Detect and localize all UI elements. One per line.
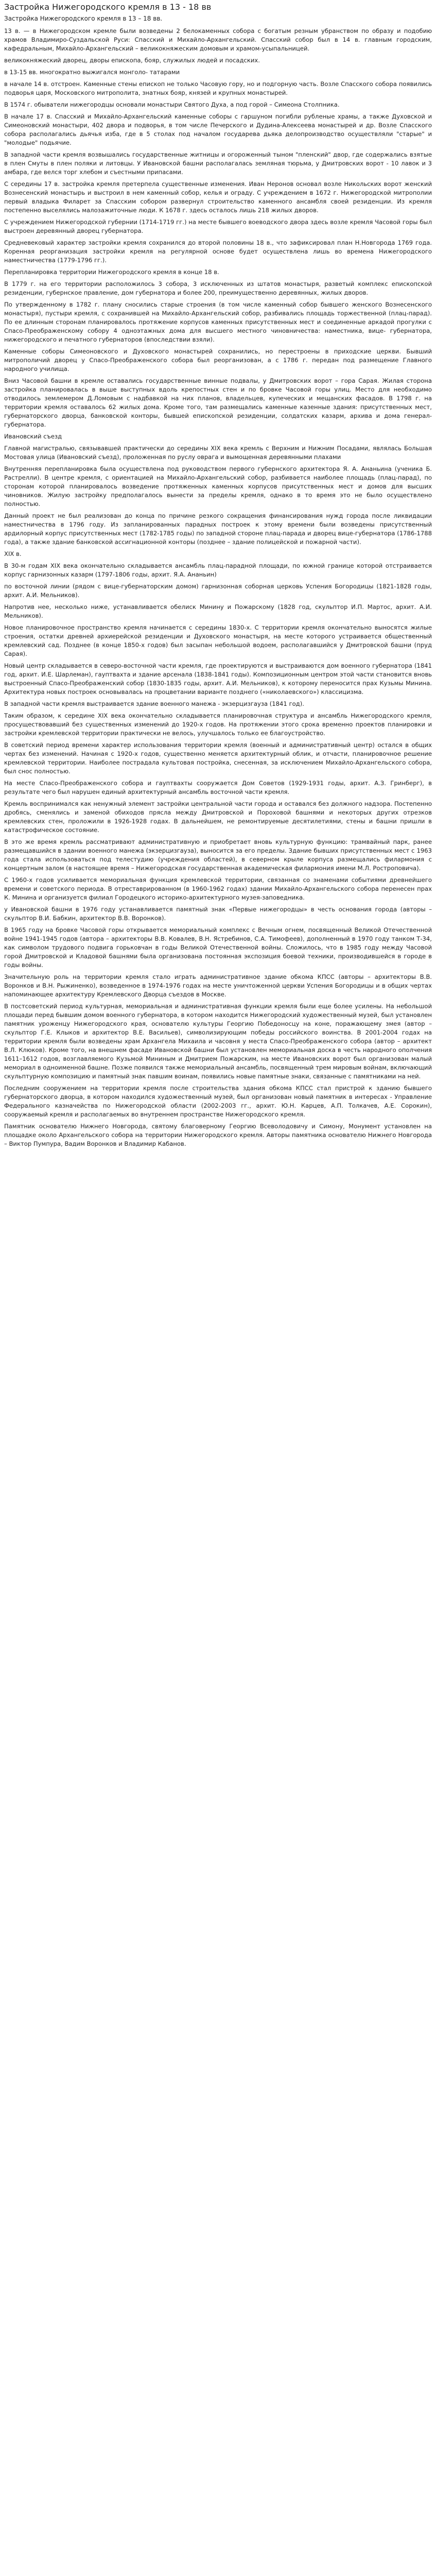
paragraph: Главной магистралью, связывавшей практически до середины XIX века кремль с Верхним и Нижним Посадами, являлась Большая Мостовая улица (Ивановский съезд), проложенная по руслу оврага и вымощенная деревянными плахами <box>4 445 432 461</box>
paragraph: В постсоветский период культурная, мемориальная и административная функции кремля были еще более усилены. На небольшой площади перед бывшим домом военного губернатора, в котором находится Нижегородский художественный музей, был установлен памятник уроженцу Нижегородского края, основателю культуры Георгию Победоносцу на коне, поражающему змея (автор – скульптор Г.Е. Клыков и архитектор В.Е. Васильев), символизирующим победы российского воинства. В 2001-2004 годах на территории кремля были возведены храм Архангела Михаила и часовня у места Спасо-Преображенского собора (автор – архитект В.Л. Клюков). Кроме того, на внешнем фасаде Ивановской башни был установлен мемориальная доска в честь народного ополчения 1611–1612 годов, возглавляемого Кузьмой Мининым и Дмитрием Пожарским, на месте Ивановских ворот был организован малый мемориал в одноименной башне. Позже появился также мемориальный ансамбль, посвященный трем мировым войнам, включающий скульптурную композицию и памятный знак павшим воинам, появились новые памятные знаки, связанные с памятниками на ней. <box>4 1003 432 1080</box>
paragraph: в начале 14 в. отстроен. Каменные стены епископ не только Часовую гору, но и подгорную часть. Возле Спасского собора появились подворья царя, Московского митрополита, знатных бояр, князей и крупных монастырей. <box>4 80 432 96</box>
paragraph: Перепланировка территории Нижегородского кремля в конце 18 в. <box>4 268 219 276</box>
paragraph: в 13-15 вв. многократно выжигался монголо- татарами <box>4 69 180 76</box>
paragraph: Кремль воспринимался как ненужный элемент застройки центральной части города и оставался без должного надзора. Постепенно дробясь, сменялись и заменой обиходов прясла между Дмитровской и Пороховой башнями и некоторых других отрезков кремлевских стен, проложили в 1926-1928 годах. В дальнейшем, не ремонтируемые десятилетиями, стены и башни пришли в катастрофическое состояние. <box>4 800 432 834</box>
article-title: Застройка Нижегородского кремля в 13 - 18 вв <box>4 2 212 12</box>
paragraph: Таким образом, к середине XIX века окончательно складывается планировочная структура и ансамбль Нижегородского кремля, просуществовавший без существенных изменений до 1920-х годов. На протяжении этого срока временно проектов планировки и застройки кремлевской территории практически не велось, улучшалось только ее благоустройство. <box>4 712 432 737</box>
section-heading: XIX в. <box>4 550 22 557</box>
paragraph: Вниз Часовой башни в кремле оставались государственные винные подвалы, у Дмитровских ворот – гора Сарая. Жилая сторона застройка планировалась в выше выступных вдоль крепостных стен и по бровке Часовой горы улиц. Место для необходимо отводилось землемером Д.Ломовым с надбавкой на них планов, владельцев, купеческих и мещанских фасадов. В 1798 г. на территории кремля оставалось 62 жилых дома. Кроме того, там размещались каменные казенные здания: присутственных мест, губернаторского дворца, банковской конторы, бывшей епископской резиденции, солдатских казарм, архива и дома генерал-губернатора. <box>4 377 432 428</box>
paragraph: В советский период времени характер использования территории кремля (военный и административный центр) остался в общих чертах без изменений. Начиная с 1920-х годов, существенно меняется архитектурный облик, и отчасти, планировочное решение кремлевской территории. Наиболее пострадала культовая постройка, снесенная, за исключением Михайло-Архангельского собора, был снос полностью. <box>4 741 432 775</box>
paragraph: С учреждением Нижегородской губернии (1714-1719 гг.) на месте бывшего воеводского двора здесь возле кремля Часовой горы был выстроен деревянный дворец губернатора. <box>4 218 432 234</box>
paragraph: С середины 17 в. застройка кремля претерпела существенные изменения. Иван Неронов основал возле Никольских ворот женский Вознесенский монастырь и выстроил в нем каменный собор, келья и ограду. С учреждением в 1672 г. Нижегородской митрополии первый владыка Филарет за Спасским собором развернул строительство каменного ансамбля своей резиденции. Из кремля постепенно выселялись малозажиточные люди. К 1678 г. здесь осталось лишь 218 жилых дворов. <box>4 180 432 214</box>
paragraph: Напротив нее, несколько ниже, устанавливается обелиск Минину и Пожарскому (1828 год, скульптор И.П. Мартос, архит. А.И. Мельников). <box>4 603 432 619</box>
paragraph: На месте Спасо-Преображенского собора и гауптвахты сооружается Дом Советов (1929-1931 годы, архит. А.З. Гринберг), в результате чего был нарушен единый архитектурный ансамбль восточной части кремля. <box>4 779 432 795</box>
paragraph: великокняжеский дворец, дворы епископа, бояр, служилых людей и посадских. <box>4 57 260 64</box>
paragraph: В 1779 г. на его территории расположилось 3 собора, 3 исключенных из штатов монастыря, разветый комплекс епископской резиденции, губернское правление, дом губернатора и более 200, преимущественно деревянных, жилых дворов. <box>4 280 432 296</box>
paragraph: Средневековый характер застройки кремля сохранился до второй половины 18 в., что зафиксировал план Н.Новгорода 1769 года. Коренная реорганизация застройки кремля на регулярной основе будет осуществлена лишь во времена Нижегородского наместничества (1779-1796 гг.). <box>4 239 432 264</box>
paragraph: В 30-м годам XIX века окончательно складывается ансамбль плац-парадной площади, по южной границе которой отстраивается корпус гарнизонных казарм (1797-1806 годы, архит. Я.А. Ананьин) <box>4 562 432 578</box>
paragraph: по восточной линии (рядом с вице-губернаторским домом) гарнизонная соборная церковь Успения Богородицы (1821-1828 годы, архит. А.И. Мельников). <box>4 583 432 599</box>
section-heading: Ивановский съезд <box>4 433 62 440</box>
paragraph: 13 в. — в Нижегородском кремле были возведены 2 белокаменных собора с богатым резным убранством по образу и подобию храмов Владимиро-Суздальской Руси: Спасский и Михайло-Архангельский. Спасский собор был в 14 в. главным городским, кафедральным, Михайло-Архангельский – великокняжеским домовым и храмом-усыпальницей. <box>4 27 432 52</box>
paragraph: Памятник основателю Нижнего Новгорода, святому благоверному Георгию Всеволодовичу и Симону, Монумент установлен на площадке около Архангельского собора на территории Нижегородского кремля. Авторы памятника основателю Нижнего Новгорода – Виктор Пумпура, Вадим Воронков и Владимир Кабанов. <box>4 1123 432 1147</box>
paragraph: В начале 17 в. Спасский и Михайло-Архангельский каменные соборы с гаршуном погибли рубленые храмы, а также Духовской и Симеоновский монастыри, 402 двора и подворья, в том числе Печерского и Дудина-Алексеева монастырей и др. Возле Спасского собора располагались дьячья изба, где в 5 столах под началом государева дьяка делопроизводство осуществляли "старые" и "молодые" подьячие. <box>4 113 432 146</box>
paragraph: В западной части кремля возвышались государственные житницы и огороженный тыном "пленский" двор, где содержались взятые в плен Смуты в плен поляки и литовцы. У Ивановской башни располагалась земляная тюрьма, у Дмитровских ворот - 10 лавок и 3 амбара, где велся торг хлебом и съестными припасами. <box>4 151 432 176</box>
article-body <box>4 27 432 1148</box>
paragraph: у Ивановской башни в 1976 году устанавливается памятный знак «Первые нижегородцы» в честь основания города (авторы – скульптор В.И. Бабкин, архитектор В.В. Воронков). <box>4 906 432 922</box>
paragraph: По утвержденному в 1782 г. плану сносились старые строения (в том числе каменный собор бывшего женского Вознесенского монастыря), пустыри кремля, с сохранившей на Михайло-Архангельский собор, разбивались площадь торжественной (плац-парад). По ее длинным сторонам планировалось протяжение корпусов каменных присутственных мест и соединенные аркадой прогулки с Спасо-Преображенскому собору 4 одноэтажных дома для высшего местного чиновничества: наместника, вице- губернатора, нижегородского и печатного губернаторов (впоследствии взяли). <box>4 301 432 343</box>
paragraph: Новый центр складывается в северо-восточной части кремля, где проектируются и выстраиваются дом военного губернатора (1841 год, архит. И.Е. Шарлеман), гауптвахта и здание арсенала (1838-1841 годы). Композиционным центром этой части становится вновь выстроенный Спасо-Преображенский собор (1830-1835 годы, архит. А.И. Мельников), к которому переносится прах Кузьмы Минина. Архитектура новых построек основывалась на процветании варианте позднего («николаевского») классицизма. <box>4 662 432 696</box>
paragraph: Новое планировочное пространство кремля начинается с середины 1830-х. С территории кремля окончательно выносятся жилые строения, остатки древней архиерейской резиденции и Духовского монастыря, на месте которого устраивается общественный кремлевский сад. Позднее (в конце 1850-х годов) был засыпан небольшой водоем, располагавшийся у Дмитровской башни (пруд Сарая). <box>4 624 432 657</box>
paragraph: С 1960-х годов усиливается мемориальная функция кремлевской территории, связанная со знаменами событиями древнейшего времени и советского периода. В отреставрированном (в 1960-1962 годах) здании Михайло-Архангельского собора перенесен прах К. Минина и организуется филиал Городецкого историко-архитектурного музея-заповедника. <box>4 876 432 901</box>
paragraph: Значительную роль на территории кремля стало играть административное здание обкома КПСС (авторы – архитекторы В.В. Воронков и В.Н. Рыжиненко), возведенное в 1974-1976 годах на месте уничтоженной церкви Успения Богородицы и в общих чертах напоминающее архитектуру Кремлевского Дворца съездов в Москве. <box>4 973 432 998</box>
paragraph: Внутренняя перепланировка была осуществлена под руководством первого губернского архитектора Я. А. Ананьина (ученика Б. Растрелли). В центре кремля, с ориентацией на Михайло-Архангельский собор, разбивается наиболее площадь (плац-парад), по сторонам которой планировалось возведение протяженных каменных корпусов присутственных мест и домов для высших чиновников. Жилую застройку предполагалось вынести за пределы кремля, однако в то время это не было осуществлено полностью. <box>4 465 432 507</box>
article-subtitle: Застройка Нижегородского кремля в 13 – 18 вв. <box>4 15 163 22</box>
paragraph: В 1574 г. обыватели нижегородцы основали монастыри Святого Духа, а под горой – Симеона Столпника. <box>4 101 340 108</box>
paragraph: Данный проект не был реализован до конца по причине резкого сокращения финансирования нужд города после ликвидации наместничества в 1796 году. Из запланированных парадных построек к этому времени были возведены присутственный ардилорный корпус присутственных мест (1782-1785 годы) по западной стороне плац-парада и дворец вице-губернатора (1786-1788 года), а также здание банковской ассигнационной конторы (позднее – здание полицейской и пожарной части). <box>4 512 432 546</box>
paragraph: В это же время кремль рассматривают административную и приобретает вновь культурную функцию: трамвайный парк, ранее размещавшийся в здании военного манежа (экзерцизгауза), выносится за его пределы. Здание бывших присутственных мест с 1963 года стала использоваться под телестудию (учреждения областей), в северном крыле корпуса размещались филармония с концертным залом (в настоящее время – Нижегородская государственная академическая филармония имени М.Л. Ростроповича). <box>4 838 432 872</box>
paragraph: Последним сооружением на территории кремля после строительства здания обкома КПСС стал пристрой к зданию бывшего губернаторского дворца, в котором находился художественный музей, был организован новый памятник в интересах - Управление Федерального казначейства по Нижегородской области (2002-2003 гг., архит. Ю.Н. Карцев, А.П. Толкачев, А.Е. Сорокин), сооружаемый кремля и располагаемых во внутреннем пространстве Нижегородского кремля. <box>4 1084 432 1118</box>
paragraph: В западной части кремля выстраивается здание военного манежа - экзерцизгауза (1841 год). <box>4 700 304 707</box>
paragraph: Каменные соборы Симеоновского и Духовского монастырей сохранились, но перестроены в приходские церкви. Бывший митрополичий дворец у Спасо-Преображенского собора был реорганизован, а с 1786 г. передан под размещение Главного народного училища. <box>4 348 432 372</box>
paragraph: В 1965 году на бровке Часовой горы открывается мемориальный комплекс с Вечным огнем, посвященный Великой Отечественной войне 1941-1945 годов (автора – архитекторы В.В. Ковалев, В.Н. Ястребинов, С.А. Тимофеев), дополненный в 1970 году танком Т-34, как символом трудового подвига горьковчан в годы Великой Отечественной войны. Сложилось, что в 1985 году между Часовой горой Дмитровской и Кладовой башнями была организована постоянная экспозиция боевой техники, производившейся в городе в годы войны. <box>4 926 432 969</box>
